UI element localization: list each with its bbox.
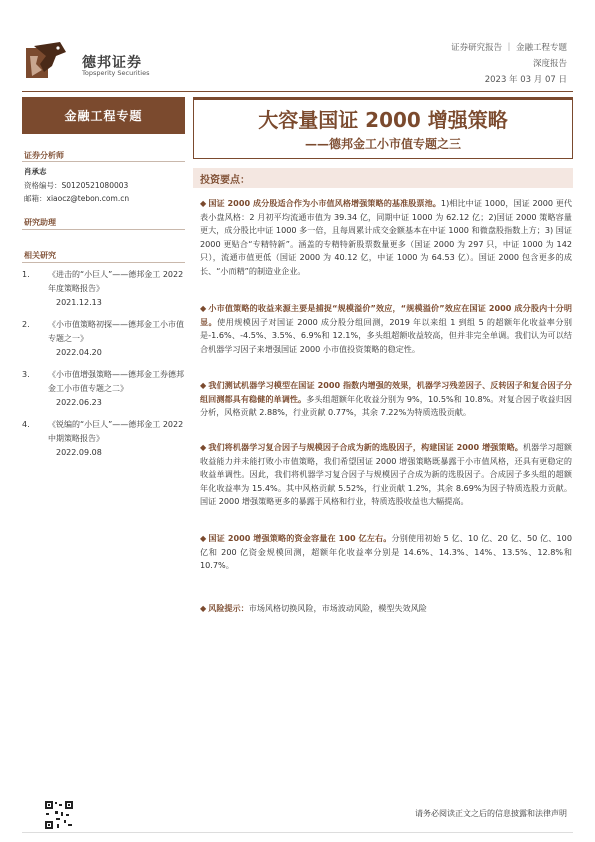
related-item[interactable]: [22, 368, 185, 410]
key-point-body: 1)相比中证 1000，国证 2000 更代表小盘风格：2 月初平均流通市值为 39.34 亿，同期中证 1000 为 62.12 亿；2)国证 2000 策略容量更大，成分股比中证 1000 多一倍，且每周累计成交金额基本在中证 1000 和微盘股指数上方；3) 国证 2000 更贴合“专精特新”。涵盖的专精特新股票数量更多（国证 2000 为 297 只，中证 1000 为 142 只），流通市值更低（国证 2000 为 40.12 亿，中证 1000 为 64.53 亿）。国证 2000 包含更多的成长、“小而精”的制造业企业。: [200, 198, 572, 276]
risk-warning: [200, 602, 572, 616]
logo-icon: [26, 42, 66, 80]
analyst-name: 肖承志: [24, 167, 47, 176]
key-point-body: 多头组超额年化收益分别为 9%，10.5%和 10.8%。对复合因子收益归因分析，风格贡献 2.88%，行业贡献 0.77%，其余 7.22%为特质选股贡献。: [200, 393, 572, 417]
report-date: 2023 年 03 月 07 日: [484, 75, 567, 85]
brand-name-en: Topsperity Securities: [82, 69, 150, 77]
analyst-email[interactable]: 邮箱：xiaocz@tebon.com.cn: [24, 194, 130, 203]
page-subtitle: ——德邦金工小市值专题之三: [304, 137, 461, 151]
key-point: [200, 197, 572, 278]
related-item-date: 2021.12.13: [56, 298, 102, 307]
key-point-lead: 我们将机器学习复合因子与规模因子合成为新的选股因子，构建国证 2000 增强策略。: [208, 442, 523, 452]
key-point: [200, 532, 572, 573]
key-point-body: 分别使用初始 5 亿、10 亿、20 亿、50 亿、100 亿和 200 亿资金规模回测，超额年化收益率分别是 14.6%、14.3%、14%、13.5%、12.8%和 10.7%。: [200, 533, 572, 570]
report-type: 证券研究报告 ｜ 金融工程专题: [451, 43, 567, 53]
related-item-number: 2.: [22, 320, 30, 329]
risk-warning-body: 市场风格切换风险，市场波动风险，模型失效风险: [248, 603, 427, 613]
risk-warning-label: 风险提示：: [208, 603, 249, 613]
related-heading: 相关研究: [24, 251, 56, 260]
key-points-header: [193, 168, 573, 188]
related-item-title: 《小市值策略初探——德邦金工小市值专题之一》: [48, 320, 184, 343]
bullet-icon: ◆: [200, 303, 207, 313]
key-point-body: 使用规模因子对国证 2000 成分股分组回测，2019 年以来组 1 到组 5 的超额年化收益率分别是-1.6%、-4.5%、3.5%、6.9%和 12.1%，多头组超额收益较高，但并非完全单调。我们认为可以结合机器学习因子来增强国证 2000 小市值投资策略的稳定性。: [200, 316, 572, 354]
related-item[interactable]: [22, 318, 185, 360]
report-meta: [451, 40, 567, 88]
related-item[interactable]: [22, 268, 185, 310]
key-point-lead: 小市值策略的收益来源主要是捕捉“规模溢价”效应，“规模溢价”效应在国证 2000 成分股内十分明显。: [200, 303, 572, 327]
bullet-icon: ◆: [200, 380, 207, 390]
bullet-icon: ◆: [200, 603, 207, 613]
related-item-title: 《小市值增强策略——德邦金工券德邦金工小市值专题之二》: [48, 370, 184, 393]
footer-divider: [22, 832, 573, 833]
related-item-date: 2022.06.23: [56, 398, 102, 407]
key-point-lead: 国证 2000 增强策略的资金容量在 100 亿左右。: [208, 533, 392, 543]
bullet-icon: ◆: [200, 198, 207, 208]
analyst-license: 资格编号：S0120521080003: [24, 181, 129, 190]
key-point: [200, 379, 572, 420]
related-item-title: 《进击的“小巨人”——德邦金工 2022 年度策略报告》: [48, 270, 184, 293]
related-item-number: 4.: [22, 420, 30, 429]
key-point: [200, 302, 572, 356]
sidebar-divider: [22, 161, 185, 162]
category-banner: 金融工程专题: [22, 97, 185, 134]
qr-code-icon[interactable]: [44, 800, 74, 830]
related-item-number: 3.: [22, 370, 30, 379]
sidebar-divider: [22, 262, 185, 263]
page-title: 大容量国证 2000 增强策略: [258, 108, 508, 132]
related-research-list: [22, 268, 185, 468]
key-point-body: 机器学习超额收益能力并未能打败小市值策略，我们希望国证 2000 增强策略既暴露于小市值风格，还具有更稳定的收益单调性。因此，我们将机器学习复合因子与规模因子合成为新的选股因子。合成因子多头组的超额年化收益率为 15.4%。其中风格贡献 5.52%，行业贡献 1.2%，其余 8.69%为因子特质选股力贡献。国证 2000 增强策略更多的暴露于风格和行业，特质选股收益也大幅提高。: [200, 442, 572, 506]
key-point: [200, 441, 572, 509]
key-point-lead: 我们测试机器学习模型在国证 2000 指数内增强的效果，机器学习残差因子、反转因子和复合因子分组回测都具有稳健的单调性。: [200, 380, 572, 404]
bullet-icon: ◆: [200, 442, 207, 452]
brand-name: 德邦证券: [82, 55, 142, 71]
related-item-number: 1.: [22, 270, 30, 279]
related-item-date: 2022.09.08: [56, 448, 102, 457]
bullet-icon: ◆: [200, 533, 207, 543]
related-item-date: 2022.04.20: [56, 348, 102, 357]
footer-disclaimer: 请务必阅读正文之后的信息披露和法律声明: [415, 809, 567, 818]
sidebar-divider: [22, 229, 185, 230]
related-item-title: 《锐编的“小巨人”——德邦金工 2022 中期策略报告》: [48, 420, 184, 443]
key-point-lead: 国证 2000 成分股适合作为小市值风格增强策略的基准股票池。: [208, 198, 441, 208]
related-item[interactable]: [22, 418, 185, 460]
report-kind: 深度报告: [532, 59, 567, 69]
key-points-label: 投资要点：: [200, 175, 250, 186]
analyst-heading: 证券分析师: [24, 151, 64, 160]
header-divider: [22, 91, 573, 92]
assistant-heading: 研究助理: [24, 218, 56, 227]
